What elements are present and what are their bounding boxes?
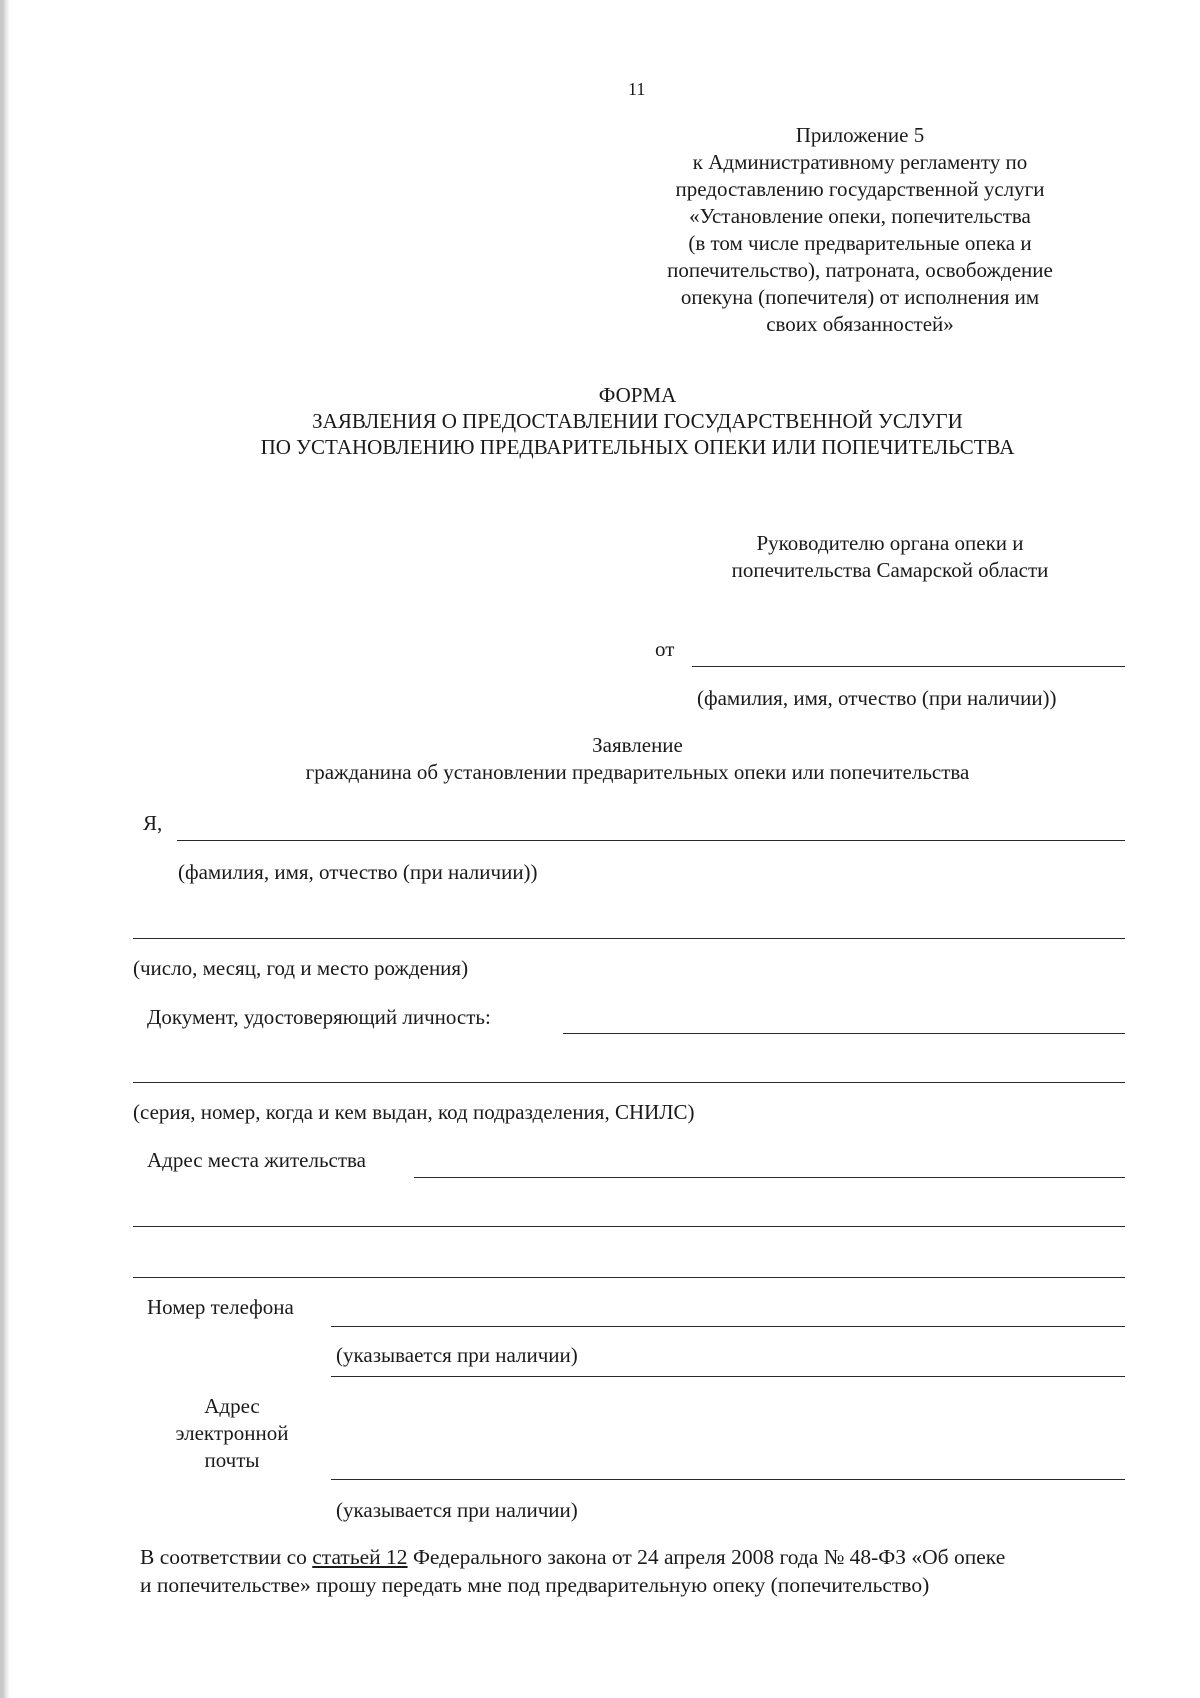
annex-line: своих обязанностей»	[766, 312, 954, 336]
form-title-line: ПО УСТАНОВЛЕНИЮ ПРЕДВАРИТЕЛЬНЫХ ОПЕКИ ИЛИ ПОПЕЧИТЕЛЬСТВА	[260, 435, 1015, 459]
phone-line[interactable]	[331, 1326, 1125, 1327]
address-line-2[interactable]	[133, 1226, 1125, 1227]
statement-title: Заявление	[592, 733, 683, 757]
closing-text: В соответствии со	[140, 1545, 313, 1569]
from-name-line[interactable]	[692, 666, 1125, 667]
annex-line: предоставлению государственной услуги	[675, 177, 1045, 201]
closing-line-2: и попечительстве» прошу передать мне под предварительную опеку (попечительство)	[140, 1573, 930, 1597]
scan-edge	[0, 0, 10, 1698]
from-label: от	[655, 637, 675, 661]
from-name-hint: (фамилия, имя, отчество (при наличии))	[697, 686, 1057, 710]
birth-line[interactable]	[133, 938, 1125, 939]
addressee-line: Руководителю органа опеки и	[756, 531, 1024, 555]
annex-line: «Установление опеки, попечительства	[689, 204, 1031, 228]
form-title-line: ЗАЯВЛЕНИЯ О ПРЕДОСТАВЛЕНИИ ГОСУДАРСТВЕННОЙ УСЛУГИ	[312, 409, 963, 433]
email-label: Адрес	[204, 1394, 260, 1418]
fio-hint: (фамилия, имя, отчество (при наличии))	[178, 860, 538, 884]
fio-line[interactable]	[177, 840, 1125, 841]
document-label: Документ, удостоверяющий личность:	[147, 1005, 491, 1029]
i-label: Я,	[143, 811, 163, 835]
page-number: 11	[628, 79, 646, 99]
annex-line: к Административному регламенту по	[692, 150, 1028, 174]
closing-text: Федерального закона от 24 апреля 2008 года № 48-ФЗ «Об опеке	[407, 1545, 1006, 1569]
annex-line: попечительство), патроната, освобождение	[667, 258, 1053, 282]
closing-line-1	[140, 1544, 1005, 1571]
address-line-3[interactable]	[133, 1277, 1125, 1278]
annex-line: (в том числе предварительные опека и	[688, 231, 1032, 255]
annex-title: Приложение 5	[795, 123, 925, 147]
email-line[interactable]	[331, 1479, 1125, 1480]
document-line[interactable]	[563, 1033, 1125, 1034]
birth-hint: (число, месяц, год и место рождения)	[133, 956, 469, 980]
email-hint: (указывается при наличии)	[336, 1498, 578, 1522]
law-article-link[interactable]: статьей 12	[312, 1545, 408, 1569]
phone-label: Номер телефона	[147, 1295, 294, 1319]
phone-hint-line	[331, 1376, 1125, 1377]
statement-subtitle: гражданина об установлении предварительных опеки или попечительства	[305, 760, 970, 784]
addressee-line: попечительства Самарской области	[731, 558, 1049, 582]
address-line[interactable]	[414, 1177, 1125, 1178]
email-label: почты	[204, 1448, 260, 1472]
email-label: электронной	[175, 1421, 289, 1445]
document-hint: (серия, номер, когда и кем выдан, код подразделения, СНИЛС)	[133, 1100, 695, 1124]
annex-line: опекуна (попечителя) от исполнения им	[680, 285, 1040, 309]
phone-hint: (указывается при наличии)	[336, 1343, 578, 1367]
document-line-2[interactable]	[133, 1082, 1125, 1083]
form-title: ФОРМА	[598, 383, 677, 407]
address-label: Адрес места жительства	[147, 1148, 366, 1172]
